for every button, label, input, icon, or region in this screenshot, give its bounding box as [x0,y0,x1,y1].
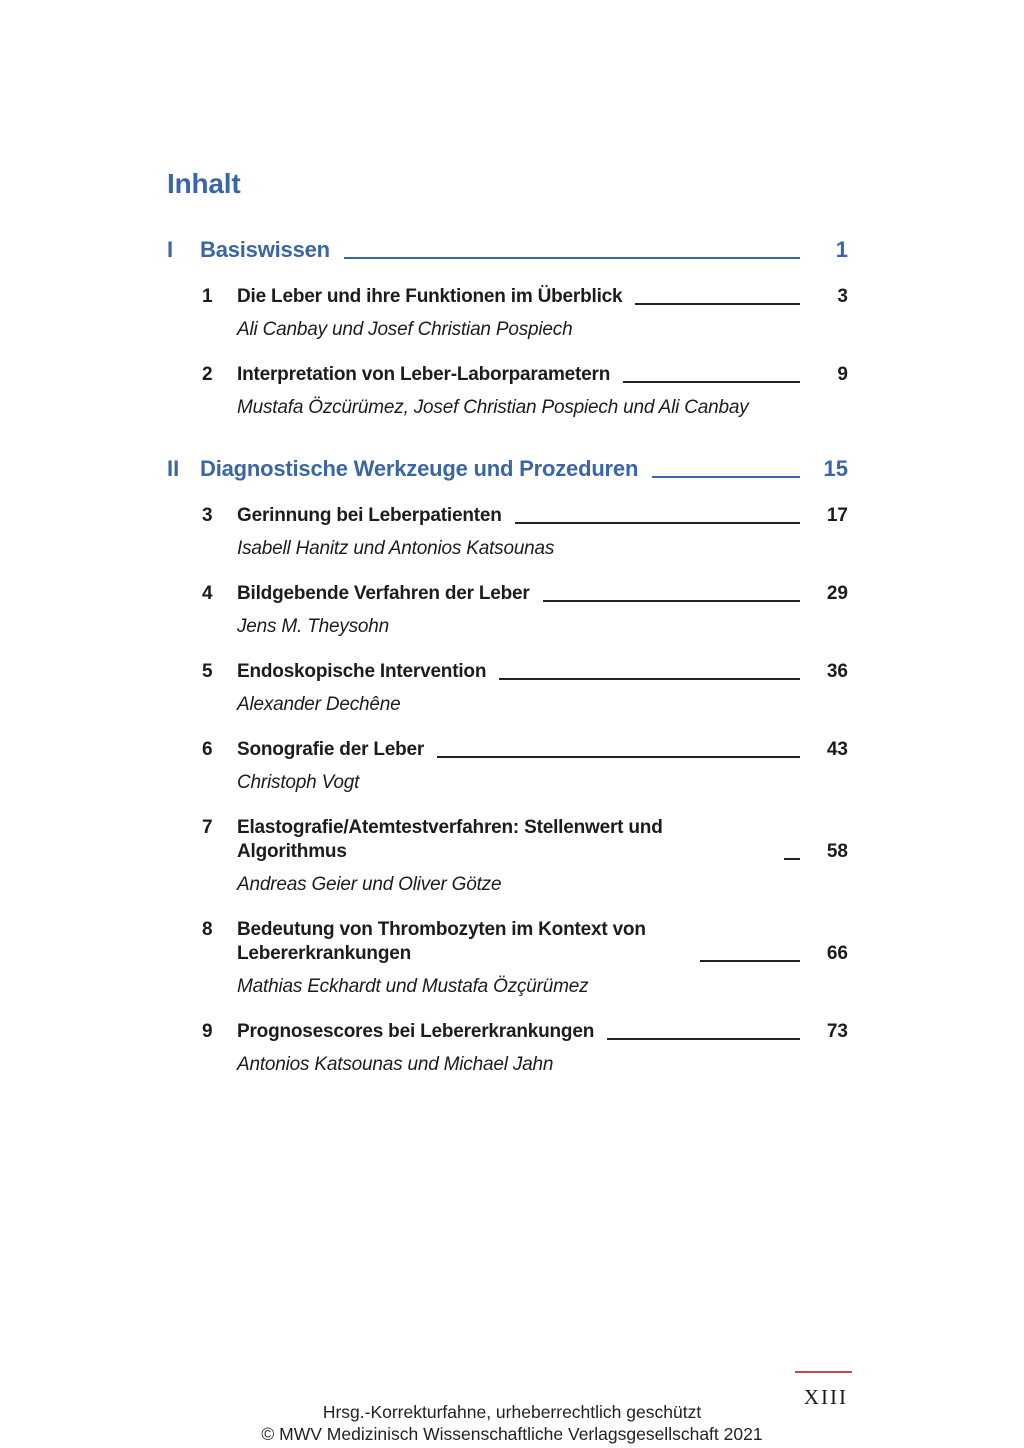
toc-entry-chapter-4 [202,582,848,638]
leader-line [623,381,800,383]
toc-entry-chapter-9 [202,1020,848,1076]
chapter-row [202,918,848,966]
chapter-number: 9 [202,1021,213,1042]
chapter-number: 3 [202,505,213,526]
chapter-page-number: 73 [826,1021,848,1042]
chapter-title: Bedeutung von Thrombozyten im Kontext von Lebererkrankungen [237,919,646,964]
leader-line [543,600,800,602]
chapter-number: 4 [202,583,213,604]
chapter-page-number: 29 [826,583,848,604]
section-heading-diagnostische-werkzeuge [167,455,848,482]
page-title: Inhalt [167,168,241,199]
leader-line [344,257,800,259]
toc-entry-chapter-1 [202,285,848,341]
folio-page-number: XIII [803,1385,848,1409]
chapter-number: 6 [202,739,213,760]
section-title: Basiswissen [200,237,330,262]
chapter-page-number: 66 [826,943,848,964]
toc-entry-chapter-3 [202,504,848,560]
section-page-number: 15 [823,456,848,481]
chapter-row [202,363,848,387]
leader-line [652,476,800,478]
chapter-title: Bildgebende Verfahren der Leber [237,583,530,604]
chapter-authors: Mustafa Özcürümez, Josef Christian Pospiech und Ali Canbay [237,397,749,418]
chapter-row [202,738,848,762]
leader-line [499,678,800,680]
chapter-authors: Christoph Vogt [237,772,360,793]
chapter-row [202,504,848,528]
chapter-page-number: 36 [826,661,848,682]
chapter-row [202,816,848,864]
chapter-page-number: 9 [837,364,848,385]
chapter-row [202,660,848,684]
chapter-number: 8 [202,919,213,940]
chapter-row [202,285,848,309]
section-title: Diagnostische Werkzeuge und Prozeduren [200,456,639,481]
chapter-number: 2 [202,364,213,385]
chapter-title: Die Leber und ihre Funktionen im Überblick [237,286,623,307]
chapter-authors: Ali Canbay und Josef Christian Pospiech [237,319,573,340]
section-heading-basiswissen [167,236,848,263]
copyright-line: © MWV Medizinisch Wissenschaftliche Verlagsgesellschaft 2021 [261,1424,763,1444]
chapter-authors: Alexander Dechêne [237,694,401,715]
toc-entry-chapter-7 [202,816,848,896]
chapter-number: 1 [202,286,213,307]
chapter-number: 7 [202,817,213,838]
chapter-page-number: 58 [826,841,848,862]
chapter-title: Sonografie der Leber [237,739,425,760]
chapter-page-number: 3 [837,286,848,307]
leader-line [607,1038,800,1040]
chapter-title: Interpretation von Leber-Laborparametern [237,364,611,385]
chapter-number: 5 [202,661,213,682]
chapter-title: Endoskopische Intervention [237,661,487,682]
chapter-authors: Isabell Hanitz und Antonios Katsounas [237,538,555,559]
chapter-row [202,1020,848,1044]
folio-red-rule [795,1371,852,1373]
leader-line [635,303,800,305]
chapter-authors: Jens M. Theysohn [237,616,390,637]
section-numeral: II [167,456,180,481]
leader-line [784,858,800,860]
table-of-contents [167,168,848,1076]
chapter-authors: Antonios Katsounas und Michael Jahn [237,1054,554,1075]
section-page-number: 1 [835,237,848,262]
leader-line [437,756,800,758]
leader-line [515,522,800,524]
toc-entry-chapter-8 [202,918,848,998]
toc-entry-chapter-6 [202,738,848,794]
toc-entry-chapter-5 [202,660,848,716]
chapter-page-number: 17 [826,505,848,526]
footer-notice [0,1401,1024,1445]
proof-notice-line: Hrsg.-Korrekturfahne, urheberrechtlich geschützt [322,1402,702,1422]
chapter-title: Gerinnung bei Leberpatienten [237,505,502,526]
section-numeral: I [167,237,174,262]
chapter-row [202,582,848,606]
toc-entry-chapter-2 [202,363,848,419]
chapter-title: Prognosescores bei Lebererkrankungen [237,1021,595,1042]
chapter-page-number: 43 [826,739,848,760]
chapter-title: Elastografie/Atemtestverfahren: Stellenwert und Algorithmus [237,817,663,862]
leader-line [700,960,800,962]
chapter-authors: Mathias Eckhardt und Mustafa Özçürümez [237,976,589,997]
chapter-authors: Andreas Geier und Oliver Götze [237,874,502,895]
